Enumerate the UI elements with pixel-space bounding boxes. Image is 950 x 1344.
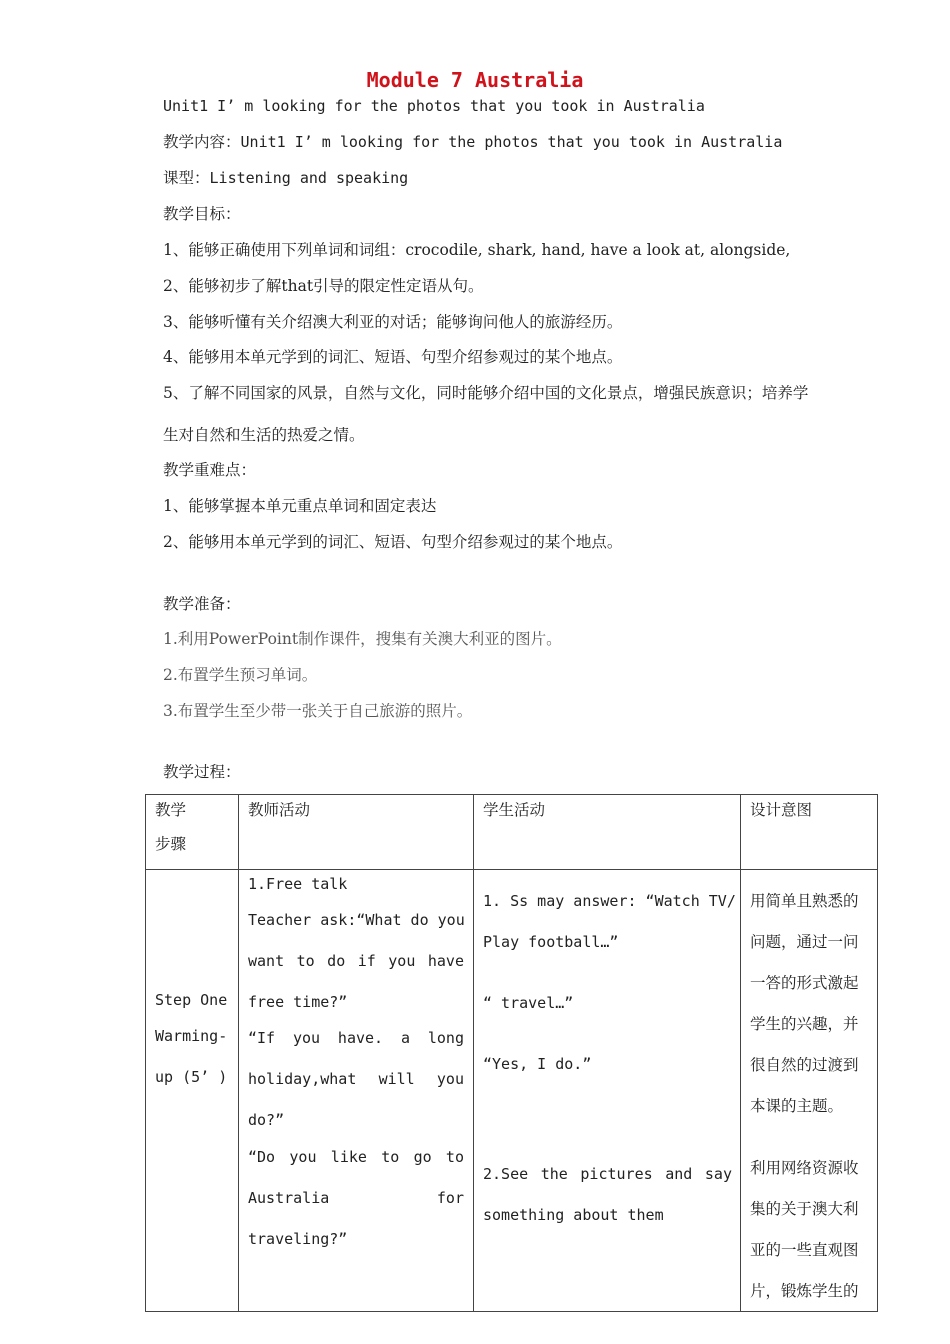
step-cell: Step One Warming- up (5’ ) [146, 870, 239, 1312]
teacher-cell: 1.Free talk Teacher ask:“What do you want to do if you have free time?” “If you have. a long holiday,what will you do?” “Do you like to go to Australia for traveling?” [239, 870, 474, 1312]
prep-item: 2.布置学生预习单词。 [163, 666, 318, 684]
header-student: 学生活动 [474, 795, 741, 870]
objective-item: 5、了解不同国家的风景，自然与文化，同时能够介绍中国的文化景点，增强民族意识；培养学 [163, 384, 809, 402]
process-heading: 教学过程： [163, 763, 241, 781]
document-title: Module 7 Australia [366, 68, 584, 92]
objective-item: 1、能够正确使用下列单词和词组：crocodile, shark, hand, have a look at, alongside, [163, 241, 791, 259]
table-row [146, 870, 878, 1312]
objective-item: 3、能够听懂有关介绍澳大利亚的对话；能够询问他人的旅游经历。 [163, 313, 623, 331]
objective-item: 生对自然和生活的热爱之情。 [163, 426, 365, 444]
prep-item: 3.布置学生至少带一张关于自己旅游的照片。 [163, 702, 473, 720]
header-intent: 设计意图 [741, 795, 878, 870]
content-line [163, 131, 782, 153]
unit-title: Unit1 I’ m looking for the photos that you took in Australia [163, 97, 705, 115]
student-cell: 1. Ss may answer: “Watch TV/ Play football…” “ travel…” “Yes, I do.” 2.See the pictures and say something about them [474, 870, 741, 1312]
objective-item: 2、能够初步了解that引导的限定性定语从句。 [163, 277, 484, 295]
header-step: 教学 步骤 [146, 795, 239, 870]
prep-heading: 教学准备： [163, 595, 241, 613]
header-teacher: 教师活动 [239, 795, 474, 870]
content-text: Unit1 I’ m looking for the photos that you took in Australia [240, 133, 783, 151]
keypoint-item: 2、能够用本单元学到的词汇、短语、句型介绍参观过的某个地点。 [163, 533, 623, 551]
prep-item: 1.利用PowerPoint制作课件，搜集有关澳大利亚的图片。 [163, 630, 562, 648]
content-label: 教学内容： [163, 133, 241, 151]
objective-item: 4、能够用本单元学到的词汇、短语、句型介绍参观过的某个地点。 [163, 348, 623, 366]
process-table [145, 794, 878, 1312]
keypoints-heading: 教学重难点： [163, 461, 257, 479]
intent-cell: 用简单且熟悉的 问题，通过一问 一答的形式激起 学生的兴趣，并 很自然的过渡到 本课的主题。 利用网络资源收 集的关于澳大利 亚的一些直观图 片，锻炼学生的 [741, 870, 878, 1312]
keypoint-item: 1、能够掌握本单元重点单词和固定表达 [163, 497, 437, 515]
objectives-heading: 教学目标： [163, 205, 241, 223]
table-header-row [146, 795, 878, 870]
type-text: Listening and speaking [209, 169, 409, 187]
type-line [163, 167, 408, 189]
type-label: 课型： [163, 169, 210, 187]
